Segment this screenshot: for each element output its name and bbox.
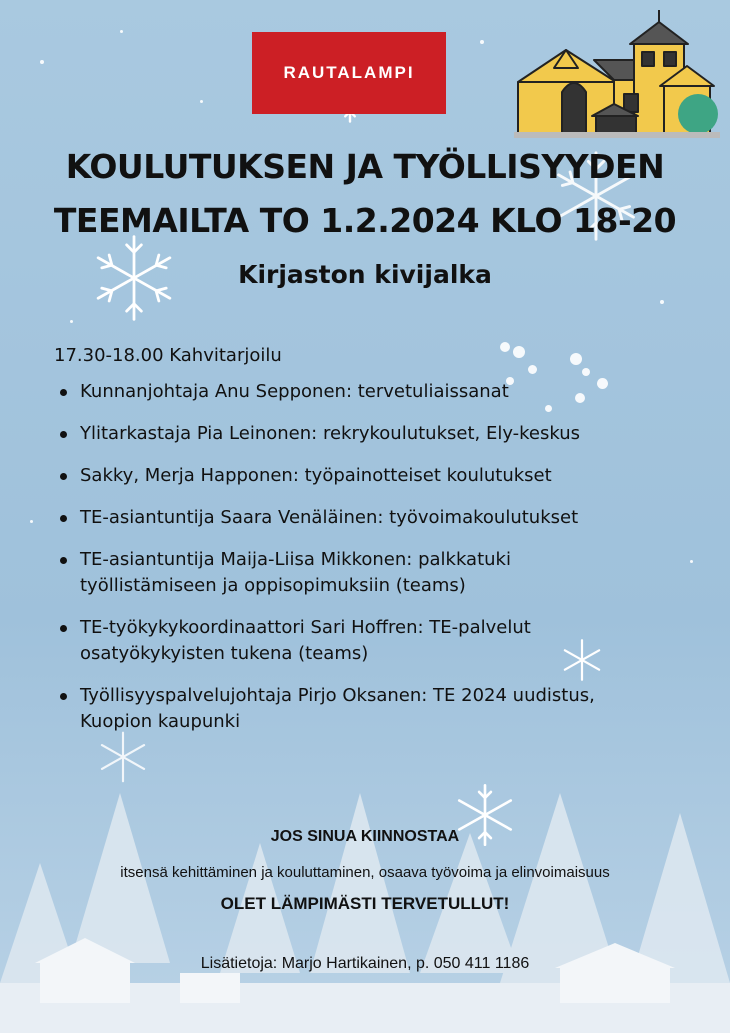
program-item: Työllisyyspalvelujohtaja Pirjo Oksanen: TE 2024 uudistus, Kuopion kaupunki bbox=[80, 683, 694, 735]
program-section bbox=[54, 343, 694, 751]
program-item: TE-työkykykoordinaattori Sari Hoffren: TE-palvelut osatyökykyisten tukena (teams) bbox=[80, 615, 694, 667]
logo-text: RAUTALAMPI bbox=[283, 63, 415, 82]
house-illustration bbox=[514, 8, 720, 140]
main-title-line1: KOULUTUKSEN JA TYÖLLISYYDEN bbox=[65, 147, 665, 186]
program-item: TE-asiantuntija Maija-Liisa Mikkonen: palkkatuki työllistämiseen ja oppisopimuksiin (teams) bbox=[80, 547, 694, 599]
program-intro: 17.30-18.00 Kahvitarjoilu bbox=[54, 345, 282, 366]
interest-topics: itsensä kehittäminen ja kouluttaminen, osaava työvoima ja elinvoimaisuus bbox=[120, 864, 610, 881]
program-list bbox=[54, 379, 694, 735]
main-title-line2: TEEMAILTA TO 1.2.2024 KLO 18-20 bbox=[53, 201, 677, 240]
program-item: Sakky, Merja Happonen: työpainotteiset koulutukset bbox=[80, 463, 694, 489]
program-item: Ylitarkastaja Pia Leinonen: rekrykoulutukset, Ely-keskus bbox=[80, 421, 694, 447]
welcome-text: OLET LÄMPIMÄSTI TERVETULLUT! bbox=[220, 894, 510, 913]
interest-heading: JOS SINUA KIINNOSTAA bbox=[270, 828, 460, 845]
contact-info: Lisätietoja: Marjo Hartikainen, p. 050 411 1186 bbox=[200, 955, 530, 972]
rautalampi-logo bbox=[252, 32, 446, 114]
program-item: TE-asiantuntija Saara Venäläinen: työvoimakoulutukset bbox=[80, 505, 694, 531]
program-item: Kunnanjohtaja Anu Sepponen: tervetuliaissanat bbox=[80, 379, 694, 405]
venue-subtitle: Kirjaston kivijalka bbox=[238, 260, 492, 289]
